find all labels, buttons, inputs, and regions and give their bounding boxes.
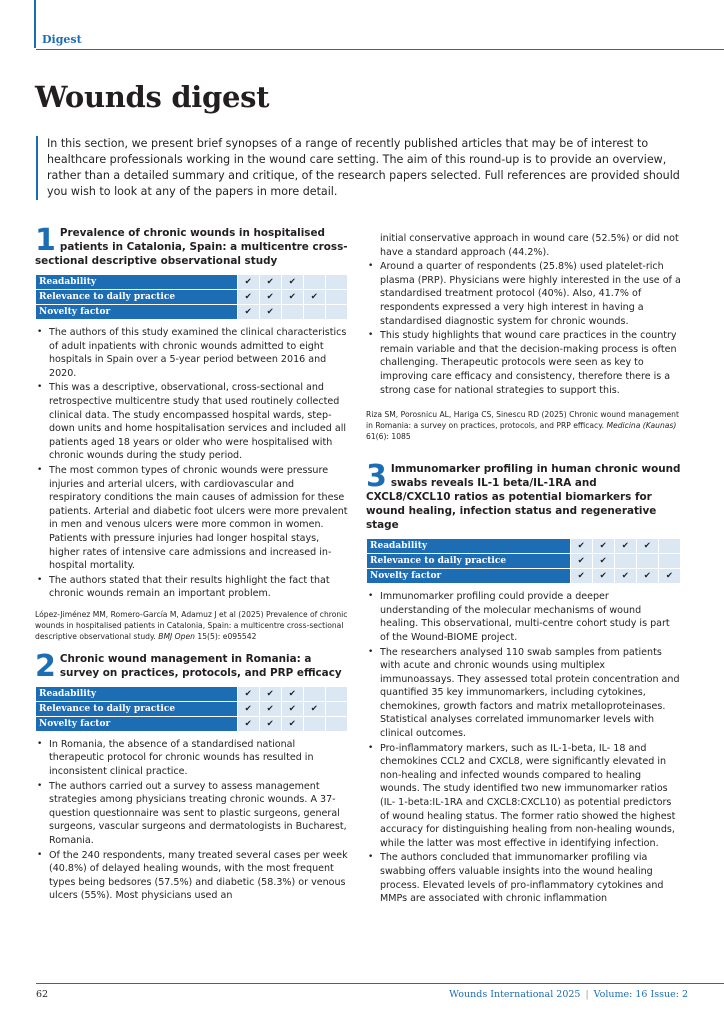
reference-tail: 61(6): 1085 bbox=[366, 432, 411, 442]
empty-rating-cell bbox=[325, 686, 347, 701]
rating-row bbox=[367, 569, 681, 584]
empty-rating-cell bbox=[325, 305, 347, 320]
rating-row bbox=[36, 701, 348, 716]
rating-label: Novelty factor bbox=[36, 305, 238, 320]
tick-icon: ✔ bbox=[237, 686, 259, 701]
article-2 bbox=[35, 648, 348, 903]
section-tag bbox=[34, 0, 134, 48]
bullet-list-continued bbox=[366, 232, 681, 397]
empty-rating-cell bbox=[658, 539, 680, 554]
list-item: • Pro-inflammatory markers, such as IL-1-beta, IL- 18 and chemokines CCL2 and CXCL8, were significantly elevated in non-healing and infected wounds compared to healing wounds. The study identified two new immunomarker ratios (IL- 1-beta:IL-1RA and CXCL8:CXCL10) as potential predictors of wound healing status. The former ratio showed the highest accuracy for distinguishing healing from non-healing wounds, while the latter was most effective in identifying infection. bbox=[366, 742, 681, 851]
page-title: Wounds digest bbox=[35, 80, 270, 114]
empty-rating-cell bbox=[281, 305, 303, 320]
section-tag-label: Digest bbox=[42, 33, 82, 46]
reference-text: López-Jiménez MM, Romero-García M, Adamuz J et al (2025) Prevalence of chronic wounds in hospitalised patients in Catalonia, Spain: a multicentre cross-sectional descriptive observational study. bbox=[35, 609, 348, 641]
ratings-table bbox=[35, 686, 348, 732]
article-3 bbox=[366, 459, 681, 906]
list-item: • In Romania, the absence of a standardised national therapeutic protocol for chronic wounds has resulted in inconsistent clinical practice. bbox=[35, 738, 348, 779]
list-item: • Immunomarker profiling could provide a deeper understanding of the molecular mechanisms of wound healing. This observational, multi-centre cohort study is part of the Wound-BIOME project. bbox=[366, 590, 681, 644]
empty-rating-cell bbox=[325, 701, 347, 716]
footer-citation: Wounds International 2025 | Volume: 16 Issue: 2 bbox=[449, 989, 688, 1000]
tick-icon: ✔ bbox=[259, 290, 281, 305]
article-1 bbox=[35, 223, 348, 642]
tick-icon: ✔ bbox=[237, 290, 259, 305]
tick-icon: ✔ bbox=[614, 569, 636, 584]
rating-row bbox=[36, 305, 348, 320]
tick-icon: ✔ bbox=[281, 275, 303, 290]
ratings-table bbox=[366, 538, 681, 584]
rating-row bbox=[36, 716, 348, 731]
list-item-continued: initial conservative approach in wound care (52.5%) or did not have a standard approach (44.2%). bbox=[380, 233, 679, 258]
empty-rating-cell bbox=[303, 275, 325, 290]
list-item: • The authors stated that their results highlight the fact that chronic wounds remain an important problem. bbox=[35, 574, 348, 601]
list-item: • The authors carried out a survey to assess management strategies among physicians treating chronic wounds. A 37-question questionnaire was sent to plastic surgeons, general surgeons, vascular surgeons and dermatologists in Bucharest, Romania. bbox=[35, 780, 348, 848]
rating-label: Relevance to daily practice bbox=[36, 701, 238, 716]
article-number: 3 bbox=[366, 459, 387, 495]
article-heading bbox=[366, 459, 681, 532]
footer-volume: Volume: 16 Issue: 2 bbox=[593, 989, 688, 1000]
list-item: • The most common types of chronic wounds were pressure injuries and arterial ulcers, with cardiovascular and respiratory conditions the main causes of admission for these patients. Arterial and diabetic foot ulcers were more prevalent in men and venous ulcers were more common in women. Patients with pressure injuries had longer hospital stays, higher rates of intensive care admissions and increased in-hospital mortality. bbox=[35, 464, 348, 573]
tick-icon: ✔ bbox=[281, 686, 303, 701]
rating-label: Relevance to daily practice bbox=[36, 290, 238, 305]
rating-label: Novelty factor bbox=[367, 569, 571, 584]
list-item: • Of the 240 respondents, many treated several cases per week (40.8%) of delayed healing wounds, with the most frequent types being bedsores (57.5%) and diabetic (58.3%) or venous ulcers (55%). Most physicians used an bbox=[35, 849, 348, 903]
list-item: • The authors concluded that immunomarker profiling via swabbing offers valuable insights into the wound healing process. Elevated levels of pro-inflammatory cytokines and MMPs are associated with chronic inflammation bbox=[366, 851, 681, 905]
header-rule bbox=[36, 49, 724, 50]
article-title: Chronic wound management in Romania: a survey on practices, protocols, and PRP efficacy bbox=[59, 652, 342, 679]
tick-icon: ✔ bbox=[570, 554, 592, 569]
tick-icon: ✔ bbox=[259, 701, 281, 716]
tick-icon: ✔ bbox=[259, 305, 281, 320]
tick-icon: ✔ bbox=[259, 686, 281, 701]
right-column bbox=[366, 232, 681, 907]
left-column bbox=[35, 223, 348, 904]
empty-rating-cell bbox=[325, 275, 347, 290]
list-item: • The researchers analysed 110 swab samples from patients with acute and chronic wounds using multiplex immunoassays. They assessed total protein concentration and quantified 35 key immunomarkers, including cytokines, chemokines, growth factors and matrix metalloproteinases. Statistical analyses correlated immunomarker levels with clinical outcomes. bbox=[366, 646, 681, 741]
tick-icon: ✔ bbox=[259, 716, 281, 731]
tick-icon: ✔ bbox=[303, 290, 325, 305]
rating-row bbox=[36, 686, 348, 701]
reference-tail: 15(5): e095542 bbox=[197, 631, 257, 641]
rating-label: Readability bbox=[36, 275, 238, 290]
tick-icon: ✔ bbox=[658, 569, 680, 584]
article-title: Prevalence of chronic wounds in hospitalised patients in Catalonia, Spain: a multicentre cross-sectional descriptive observational study bbox=[35, 227, 348, 267]
reference bbox=[35, 609, 348, 642]
intro-paragraph: In this section, we present brief synopses of a range of recently published articles that may be of interest to healthcare professionals working in the wound care setting. The aim of this round-up is to provide an overview, rather than a detailed summary and critique, of the research papers selected. Full references are provided should you wish to look at any of the papers in more detail. bbox=[36, 136, 688, 200]
rating-label: Relevance to daily practice bbox=[367, 554, 571, 569]
tick-icon: ✔ bbox=[636, 569, 658, 584]
tick-icon: ✔ bbox=[592, 569, 614, 584]
bullet-list bbox=[35, 738, 348, 903]
list-item: • This study highlights that wound care practices in the country remain variable and that the decision-making process is often challenging. Therapeutic protocols were seen as key to improving care efficacy and consistency, therefore there is a strong case for national strategies to support this. bbox=[366, 329, 681, 397]
article-number: 1 bbox=[35, 223, 56, 258]
empty-rating-cell bbox=[303, 305, 325, 320]
page-number: 62 bbox=[36, 989, 49, 1000]
article-heading bbox=[35, 648, 348, 684]
article-number: 2 bbox=[35, 648, 56, 684]
reference-journal: Medicina (Kaunas) bbox=[606, 421, 677, 431]
tick-icon: ✔ bbox=[237, 701, 259, 716]
tick-icon: ✔ bbox=[281, 290, 303, 305]
empty-rating-cell bbox=[325, 716, 347, 731]
empty-rating-cell bbox=[636, 554, 658, 569]
ratings-table bbox=[35, 274, 348, 320]
reference bbox=[366, 409, 681, 442]
footer-journal: Wounds International 2025 bbox=[449, 989, 581, 1000]
rating-row bbox=[367, 554, 681, 569]
tick-icon: ✔ bbox=[237, 275, 259, 290]
reference-journal: BMJ Open bbox=[158, 631, 195, 641]
tick-icon: ✔ bbox=[592, 539, 614, 554]
empty-rating-cell bbox=[303, 716, 325, 731]
tick-icon: ✔ bbox=[570, 539, 592, 554]
tick-icon: ✔ bbox=[570, 569, 592, 584]
tick-icon: ✔ bbox=[237, 305, 259, 320]
article-title: Immunomarker profiling in human chronic wound swabs reveals IL-1 beta/IL-1RA and CXCL8/CXCL10 ratios as potential biomarkers for wound healing, infection status and regenerative stage bbox=[366, 463, 681, 532]
tick-icon: ✔ bbox=[303, 701, 325, 716]
rating-row bbox=[36, 290, 348, 305]
tick-icon: ✔ bbox=[281, 701, 303, 716]
empty-rating-cell bbox=[614, 554, 636, 569]
empty-rating-cell bbox=[303, 686, 325, 701]
rating-label: Novelty factor bbox=[36, 716, 238, 731]
empty-rating-cell bbox=[325, 290, 347, 305]
list-item: • Around a quarter of respondents (25.8%) used platelet-rich plasma (PRP). Physicians were highly interested in the use of a standardised treatment protocol (40%). Also, 41.7% of respondents expressed a very high interest in having a standardised diagnostic system for chronic wounds. bbox=[366, 260, 681, 328]
article-heading bbox=[35, 223, 348, 268]
rating-row bbox=[36, 275, 348, 290]
footer-rule bbox=[36, 983, 724, 984]
tick-icon: ✔ bbox=[592, 554, 614, 569]
tick-icon: ✔ bbox=[281, 716, 303, 731]
tick-icon: ✔ bbox=[636, 539, 658, 554]
list-item: • The authors of this study examined the clinical characteristics of adult inpatients with chronic wounds admitted to eight hospitals in Spain over a 5-year period between 2016 and 2020. bbox=[35, 326, 348, 380]
bullet-list bbox=[366, 590, 681, 906]
tick-icon: ✔ bbox=[237, 716, 259, 731]
tick-icon: ✔ bbox=[614, 539, 636, 554]
empty-rating-cell bbox=[658, 554, 680, 569]
rating-label: Readability bbox=[36, 686, 238, 701]
rating-row bbox=[367, 539, 681, 554]
tick-icon: ✔ bbox=[259, 275, 281, 290]
reference-text: Riza SM, Porosnicu AL, Hariga CS, Sinescu RD (2025) Chronic wound management in Romania: a survey on practices, protocols, and PRP efficacy. bbox=[366, 410, 679, 431]
bullet-list bbox=[35, 326, 348, 601]
list-item: • This was a descriptive, observational, cross-sectional and retrospective multicentre study that used routinely collected clinical data. The study encompassed hospital wards, step-down units and home hospitalisation services and included all patients aged 18 years or older who were hospitalised with chronic wounds during the study period. bbox=[35, 381, 348, 463]
rating-label: Readability bbox=[367, 539, 571, 554]
